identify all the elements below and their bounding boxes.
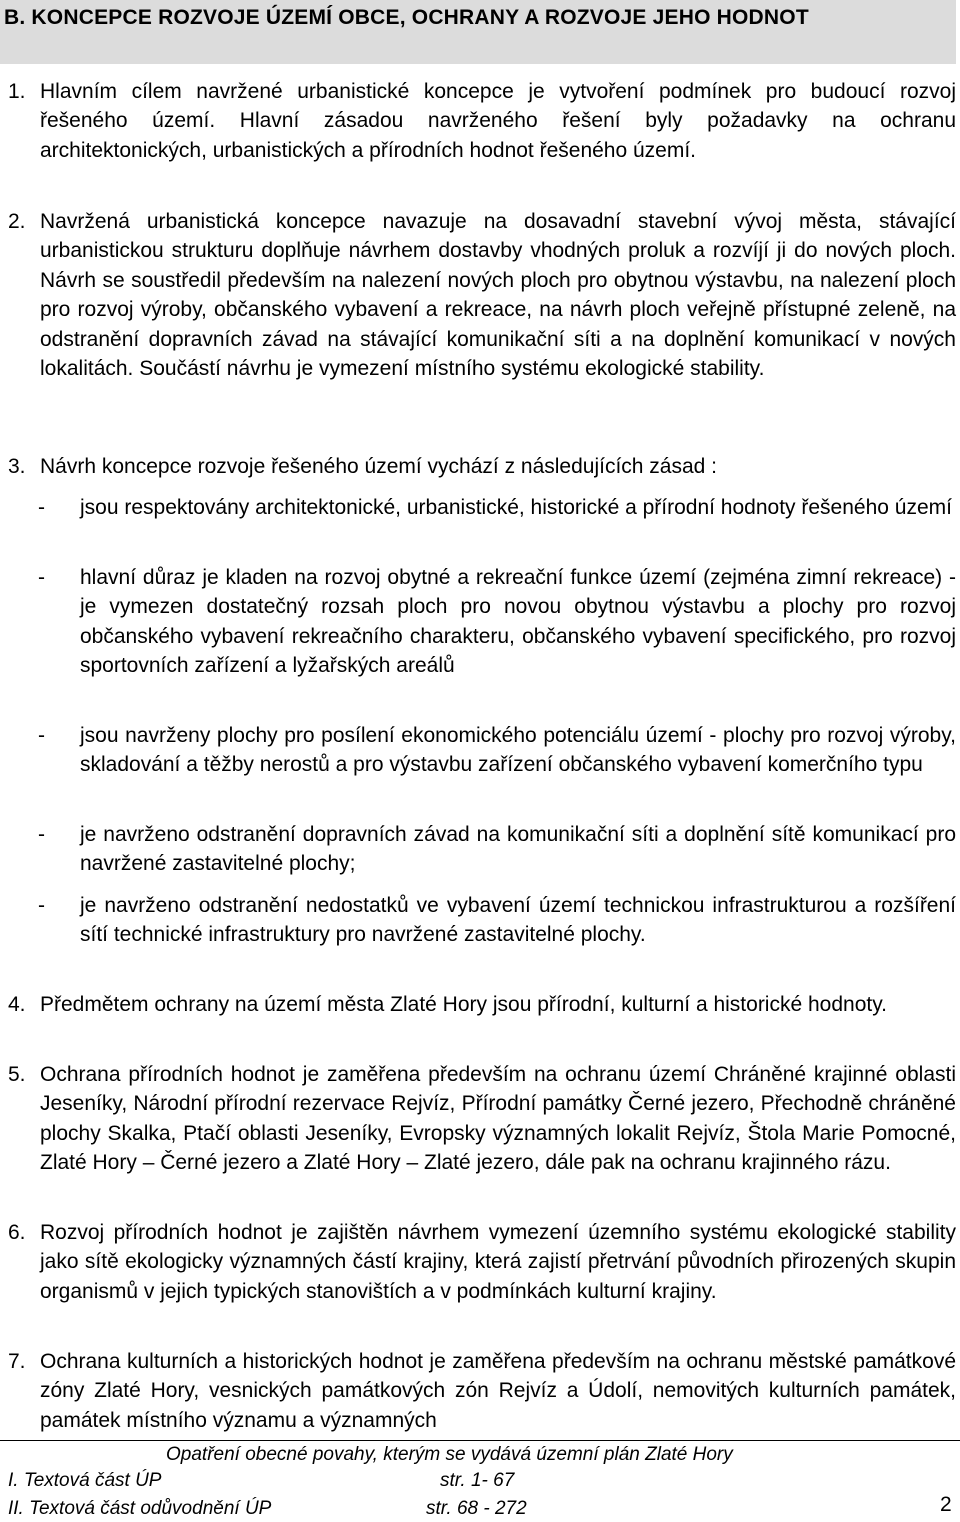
paragraph-text: Návrh koncepce rozvoje řešeného území vychází z následujících zásad :: [40, 455, 718, 478]
paragraph-number: 4.: [8, 993, 26, 1016]
footer-part-1-label: I. Textová část ÚP: [8, 1470, 162, 1491]
bullet-dash: -: [38, 894, 45, 917]
footer-divider: [0, 1440, 960, 1441]
bullet-item: [0, 563, 956, 681]
paragraph-number: 3.: [8, 455, 26, 478]
bullet-dash: -: [38, 496, 45, 519]
bullet-text: jsou navrženy plochy pro posílení ekonomického potenciálu území - plochy pro rozvoj výroby, skladování a těžby nerostů a pro výstavbu zařízení občanského vybavení komerčního typu: [80, 724, 956, 777]
footer-title: Opatření obecné povahy, kterým se vydává územní plán Zlaté Hory: [166, 1444, 733, 1465]
paragraph-7: [0, 1347, 956, 1435]
footer-part-2-label: II. Textová část odůvodnění ÚP: [8, 1498, 272, 1519]
paragraph-3: [0, 452, 956, 481]
bullet-text: je navrženo odstranění nedostatků ve vybavení území technickou infrastrukturou a rozšíření sítí technické infrastruktury pro navržené zastavitelné plochy.: [80, 894, 956, 947]
paragraph-6: [0, 1218, 956, 1306]
bullet-item: [0, 493, 956, 522]
bullet-item: [0, 721, 956, 780]
paragraph-number: 6.: [8, 1221, 26, 1244]
bullet-dash: -: [38, 724, 45, 747]
paragraph-text: Navržená urbanistická koncepce navazuje na dosavadní stavební vývoj města, stávající urbanistickou strukturu doplňuje návrhem dostavby vhodných proluk a rozvíjí ji do nových ploch. Návrh se soustředil především na nalezení nových ploch pro obytnou výstavbu, na nalezení ploch pro rozvoj výroby, občanského vybavení a rekreace, na návrh ploch veřejně přístupné zeleně, na odstranění dopravních závad na stávající komunikační síti a na doplnění komunikací v nových lokalitách. Součástí návrhu je vymezení místního systému ekologické stability.: [40, 210, 956, 381]
section-heading: B. KONCEPCE ROZVOJE ÚZEMÍ OBCE, OCHRANY A ROZVOJE JEHO HODNOT: [4, 6, 809, 29]
bullet-dash: -: [38, 566, 45, 589]
paragraph-number: 1.: [8, 80, 26, 103]
paragraph-number: 7.: [8, 1350, 26, 1373]
paragraph-5: [0, 1060, 956, 1178]
footer-part-1-pages: str. 1- 67: [440, 1470, 515, 1491]
bullet-dash: -: [38, 823, 45, 846]
paragraph-text: Hlavním cílem navržené urbanistické koncepce je vytvoření podmínek pro budoucí rozvoj řešeného území. Hlavní zásadou navrženého řešení byly požadavky na ochranu architektonických, urbanistických a přírodních hodnot řešeného území.: [40, 80, 956, 162]
paragraph-number: 2.: [8, 210, 26, 233]
paragraph-number: 5.: [8, 1063, 26, 1086]
paragraph-text: Předmětem ochrany na území města Zlaté Hory jsou přírodní, kulturní a historické hodnoty.: [40, 993, 887, 1016]
paragraph-2: [0, 207, 956, 383]
paragraph-text: Rozvoj přírodních hodnot je zajištěn návrhem vymezení územního systému ekologické stability jako sítě ekologicky významných částí krajiny, která zajistí přetrvání původních přirozených skupin organismů v jejich typických stanovištích a v podmínkách kulturní krajiny.: [40, 1221, 956, 1303]
paragraph-1: [0, 77, 956, 165]
section-heading-bar: [0, 0, 956, 64]
paragraph-4: [0, 990, 956, 1019]
bullet-item: [0, 820, 956, 879]
paragraph-text: Ochrana kulturních a historických hodnot je zaměřena především na ochranu městské památkové zóny Zlaté Hory, vesnických památkových zón Rejvíz a Údolí, nemovitých kulturních památek, památek místního významu a významných: [40, 1350, 956, 1432]
page-number: 2: [940, 1493, 952, 1516]
bullet-text: je navrženo odstranění dopravních závad na komunikační síti a doplnění sítě komunikací pro navržené zastavitelné plochy;: [80, 823, 956, 876]
bullet-text: jsou respektovány architektonické, urbanistické, historické a přírodní hodnoty řešeného území: [80, 496, 952, 519]
bullet-item: [0, 891, 956, 950]
paragraph-text: Ochrana přírodních hodnot je zaměřena především na ochranu území Chráněné krajinné oblasti Jeseníky, Národní přírodní rezervace Rejvíz, Přírodní památky Černé jezero, Přechodně chráněné plochy Skalka, Ptačí oblasti Jeseníky, Evropsky významných lokalit Rejvíz, Štola Marie Pomocné, Zlaté Hory – Černé jezero a Zlaté Hory – Zlaté jezero, dále pak na ochranu krajinného rázu.: [40, 1063, 956, 1175]
footer-part-2-pages: str. 68 - 272: [426, 1498, 527, 1519]
bullet-text: hlavní důraz je kladen na rozvoj obytné a rekreační funkce území (zejména zimní rekreace) - je vymezen dostatečný rozsah ploch pro novou obytnou výstavbu a plochy pro rozvoj občanského vybavení rekreačního charakteru, občanského vybavení specifického, pro rozvoj sportovních zařízení a lyžařských areálů: [80, 566, 956, 678]
